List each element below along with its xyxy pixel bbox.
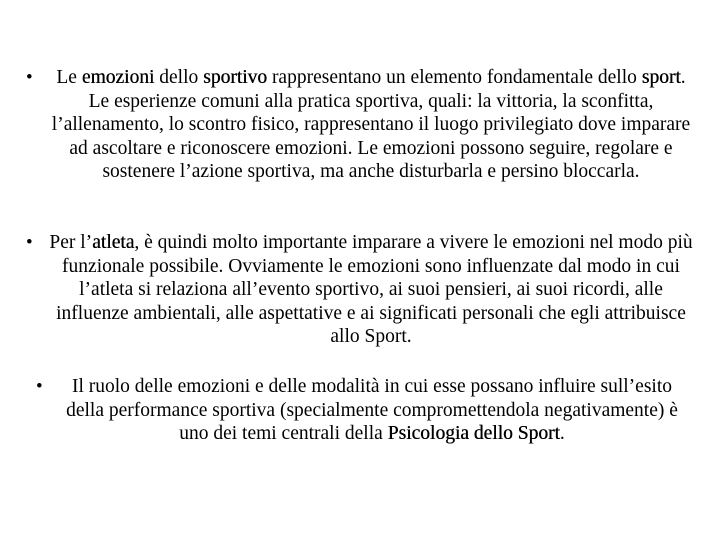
bullet-2 bbox=[44, 231, 698, 349]
bullet-1-marker: • bbox=[26, 67, 33, 88]
bullet-1-seg-5: sport bbox=[641, 67, 681, 88]
bullet-2-marker: • bbox=[26, 232, 33, 253]
bullet-1-seg-0: Le bbox=[56, 67, 82, 88]
bullet-3-marker: • bbox=[36, 376, 43, 397]
bullet-1-text bbox=[44, 66, 698, 184]
bullet-3-text bbox=[54, 375, 690, 446]
bullet-3-seg-2: . bbox=[559, 423, 565, 444]
bullet-2-seg-2: , è quindi molto importante imparare a vivere le emozioni nel modo più funzionale possibile. Ovviamente le emozioni sono influenzate dal modo in cui l’atleta si relaziona all’evento sportivo, ai suoi pensieri, ai suoi ricordi, alle influenze ambientali, alle aspettative e ai significati personali che egli attribuisce allo Sport. bbox=[56, 232, 693, 347]
bullet-3-seg-0: Il ruolo delle emozioni e delle modalità in cui esse possano influire sull’esito della performance sportiva (specialmente compromettendola negativamente) è uno dei temi centrali della bbox=[66, 376, 678, 444]
bullet-3 bbox=[54, 375, 690, 446]
bullet-1-seg-3: sportivo bbox=[203, 67, 268, 88]
bullet-1-seg-4: rappresentano un elemento fondamentale dello bbox=[267, 67, 642, 88]
bullet-1-seg-6: . Le esperienze comuni alla pratica sportiva, quali: la vittoria, la sconfitta, l’allenamento, lo scontro fisico, rappresentano il luogo privilegiato dove imparare ad ascoltare e riconoscere emozioni. Le emozioni possono seguire, regolare e sostenere l’azione sportiva, ma anche disturbarla e persino bloccarla. bbox=[51, 67, 691, 182]
bullet-1-seg-2: dello bbox=[154, 67, 204, 88]
bullet-3-seg-1: Psicologia dello Sport bbox=[387, 423, 560, 444]
bullet-2-text bbox=[44, 231, 698, 349]
bullet-2-seg-0: Per l’ bbox=[49, 232, 93, 253]
bullet-1 bbox=[44, 66, 698, 184]
bullet-2-seg-1: atleta bbox=[92, 232, 135, 253]
bullet-1-seg-1: emozioni bbox=[81, 67, 155, 88]
